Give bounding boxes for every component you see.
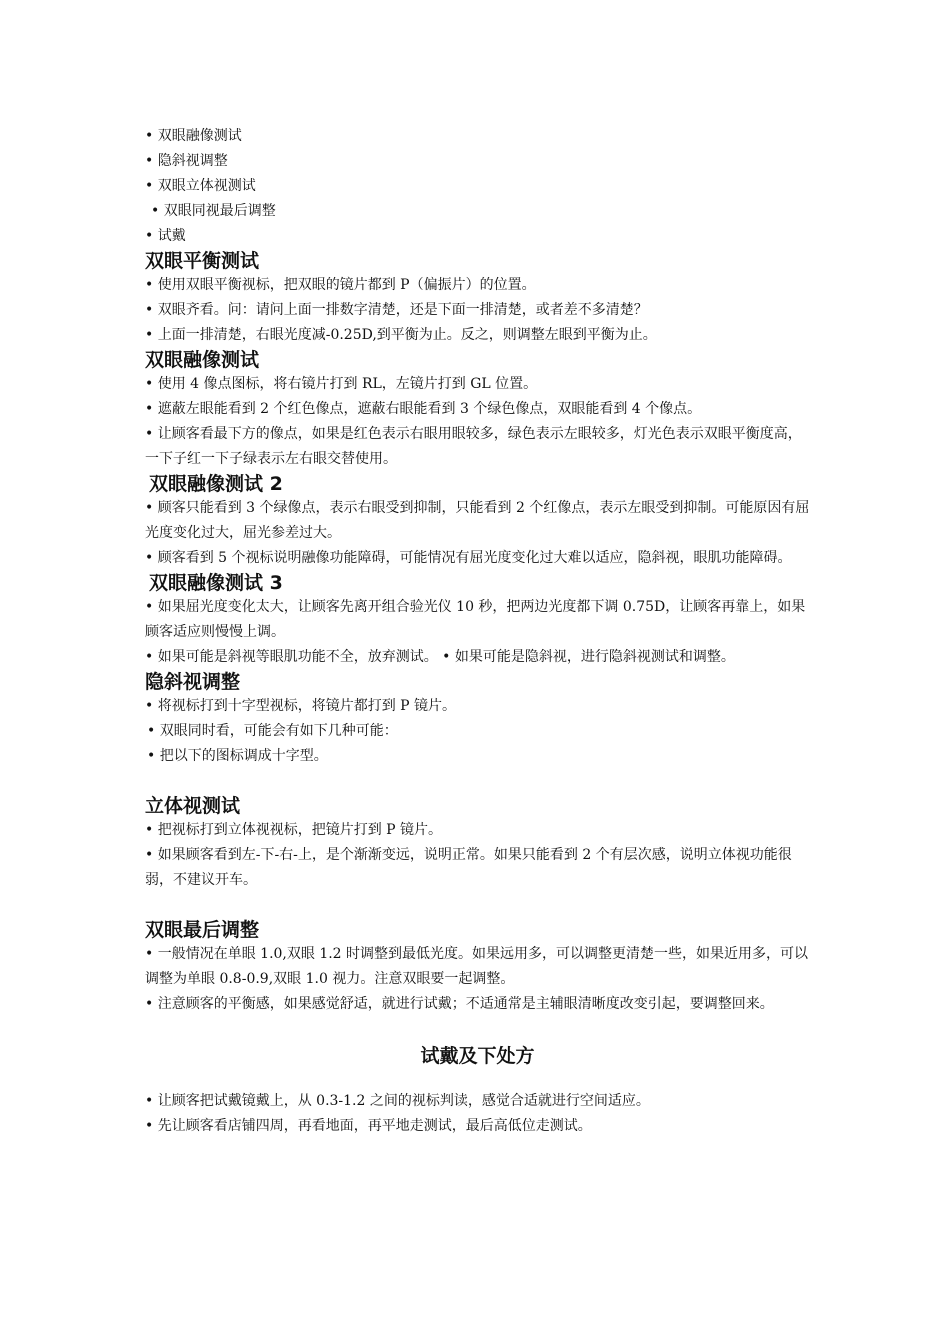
- intro-item: • 隐斜视调整: [145, 153, 228, 169]
- list-item: • 将视标打到十字型视标，将镜片都打到 P 镜片。: [145, 698, 457, 714]
- list-item: • 让顾客把试戴镜戴上，从 0.3-1.2 之间的视标判读，感觉合适就进行空间适应。: [145, 1093, 650, 1109]
- list-item: • 一般情况在单眼 1.0,双眼 1.2 时调整到最低光度。如果远用多，可以调整更清楚一些，如果近用多，可以调整为单眼 0.8-0.9,双眼 1.0 视力。注意双眼要一起调整。: [145, 946, 809, 987]
- list-item: • 把以下的图标调成十字型。: [147, 748, 328, 764]
- list-item: • 上面一排清楚，右眼光度减-0.25D,到平衡为止。反之，则调整左眼到平衡为止。: [145, 327, 657, 343]
- spacer: [145, 1017, 810, 1033]
- list-item: • 遮蔽左眼能看到 2 个红色像点，遮蔽右眼能看到 3 个绿色像点，双眼能看到 4 个像点。: [145, 401, 702, 417]
- section-heading-phoria: 隐斜视调整: [145, 671, 241, 693]
- section-heading-fusion-3: 双眼融像测试 3: [149, 572, 283, 594]
- section-heading-balance: 双眼平衡测试: [145, 250, 260, 272]
- list-item: • 使用双眼平衡视标，把双眼的镜片都到 P（偏振片）的位置。: [145, 277, 536, 293]
- intro-item: • 双眼同视最后调整: [151, 203, 276, 219]
- list-item: • 双眼齐看。问：请问上面一排数字清楚，还是下面一排清楚，或者差不多清楚？: [145, 302, 648, 318]
- list-item: • 顾客只能看到 3 个绿像点，表示右眼受到抑制，只能看到 2 个红像点，表示左眼受到抑制。可能原因有屈光度变化过大，屈光参差过大。: [145, 500, 810, 541]
- spacer: [145, 769, 810, 794]
- document-page: [145, 124, 810, 1139]
- list-item: • 把视标打到立体视视标，把镜片打到 P 镜片。: [145, 822, 443, 838]
- section-heading-fusion-2: 双眼融像测试 2: [149, 473, 283, 495]
- list-item: • 双眼同时看，可能会有如下几种可能：: [147, 723, 398, 739]
- list-item: • 如果顾客看到左-下-右-上，是个渐渐变远，说明正常。如果只能看到 2 个有层次感，说明立体视功能很弱，不建议开车。: [145, 847, 792, 888]
- list-item: • 顾客看到 5 个视标说明融像功能障碍，可能情况有屈光度变化过大难以适应，隐斜视，眼肌功能障碍。: [145, 550, 792, 566]
- spacer: [145, 893, 810, 918]
- list-item: • 如果可能是斜视等眼肌功能不全，放弃测试。 • 如果可能是隐斜视，进行隐斜视测试和调整。: [145, 649, 735, 665]
- list-item: • 如果屈光度变化太大，让顾客先离开组合验光仪 10 秒，把两边光度都下调 0.75D，让顾客再靠上，如果顾客适应则慢慢上调。: [145, 599, 806, 640]
- list-item: • 先让顾客看店铺四周，再看地面，再平地走测试，最后高低位走测试。: [145, 1118, 592, 1134]
- section-heading-fusion: 双眼融像测试: [145, 349, 260, 371]
- intro-item: • 双眼融像测试: [145, 128, 242, 144]
- intro-item: • 试戴: [145, 228, 186, 244]
- list-item: • 让顾客看最下方的像点，如果是红色表示右眼用眼较多，绿色表示左眼较多，灯光色表示双眼平衡度高，一下子红一下子绿表示左右眼交替使用。: [145, 426, 802, 467]
- section-heading-final: 双眼最后调整: [145, 919, 260, 941]
- section-heading-trial: 试戴及下处方: [420, 1045, 535, 1067]
- intro-item: • 双眼立体视测试: [145, 178, 256, 194]
- section-heading-stereo: 立体视测试: [145, 795, 241, 817]
- list-item: • 注意顾客的平衡感，如果感觉舒适，就进行试戴；不适通常是主辅眼清晰度改变引起，要调整回来。: [145, 996, 774, 1012]
- list-item: • 使用 4 像点图标，将右镜片打到 RL，左镜片打到 GL 位置。: [145, 376, 538, 392]
